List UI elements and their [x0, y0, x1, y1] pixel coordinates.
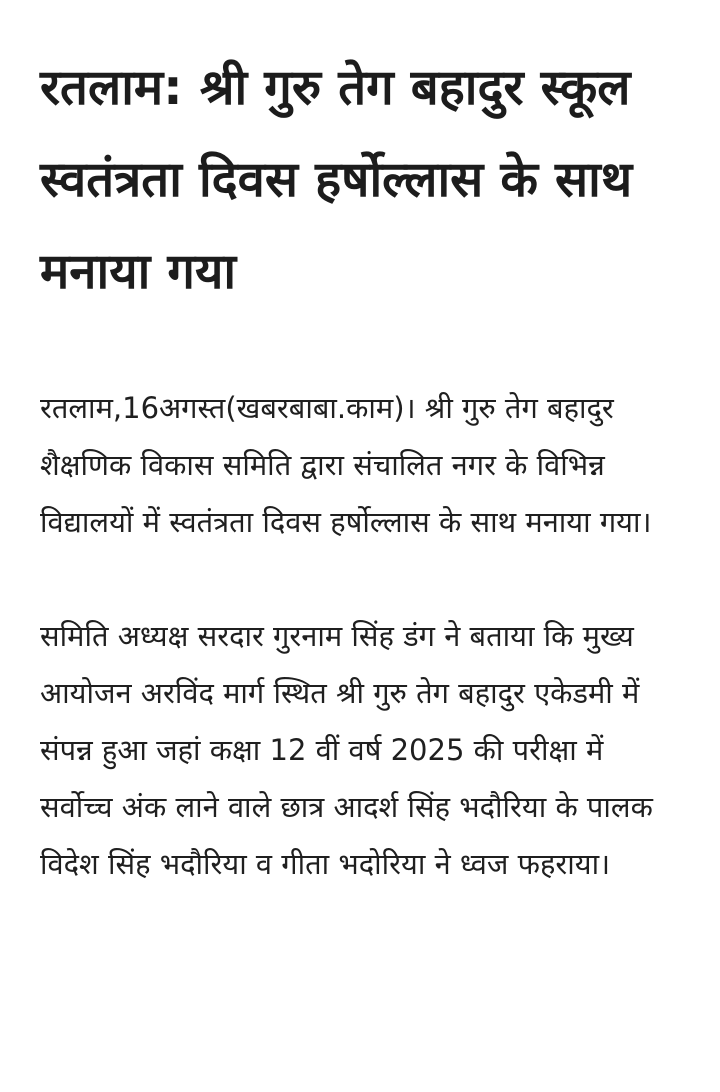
- article-paragraph-1: रतलाम,16अगस्त(खबरबाबा.काम)। श्री गुरु तेग बहादुर शैक्षणिक विकास समिति द्वारा संचालित नगर के विभिन्न विद्यालयों में स्वतंत्रता दिवस हर्षोल्लास के साथ मनाया गया।: [40, 391, 652, 539]
- article-paragraph-2: समिति अध्यक्ष सरदार गुरनाम सिंह डंग ने बताया कि मुख्य आयोजन अरविंद मार्ग स्थित श्री गुरु तेग बहादुर एकेडमी में संपन्न हुआ जहां कक्षा 12 वीं वर्ष 2025 की परीक्षा में सर्वोच्च अंक लाने वाले छात्र आदर्श सिंह भदौरिया के पालक विदेश सिंह भदौरिया व गीता भदोरिया ने ध्वज फहराया।: [40, 619, 653, 881]
- article-body: [40, 380, 676, 893]
- article-headline: रतलाम: श्री गुरु तेग बहादुर स्कूल स्वतंत्रता दिवस हर्षोल्लास के साथ मनाया गया: [40, 59, 633, 300]
